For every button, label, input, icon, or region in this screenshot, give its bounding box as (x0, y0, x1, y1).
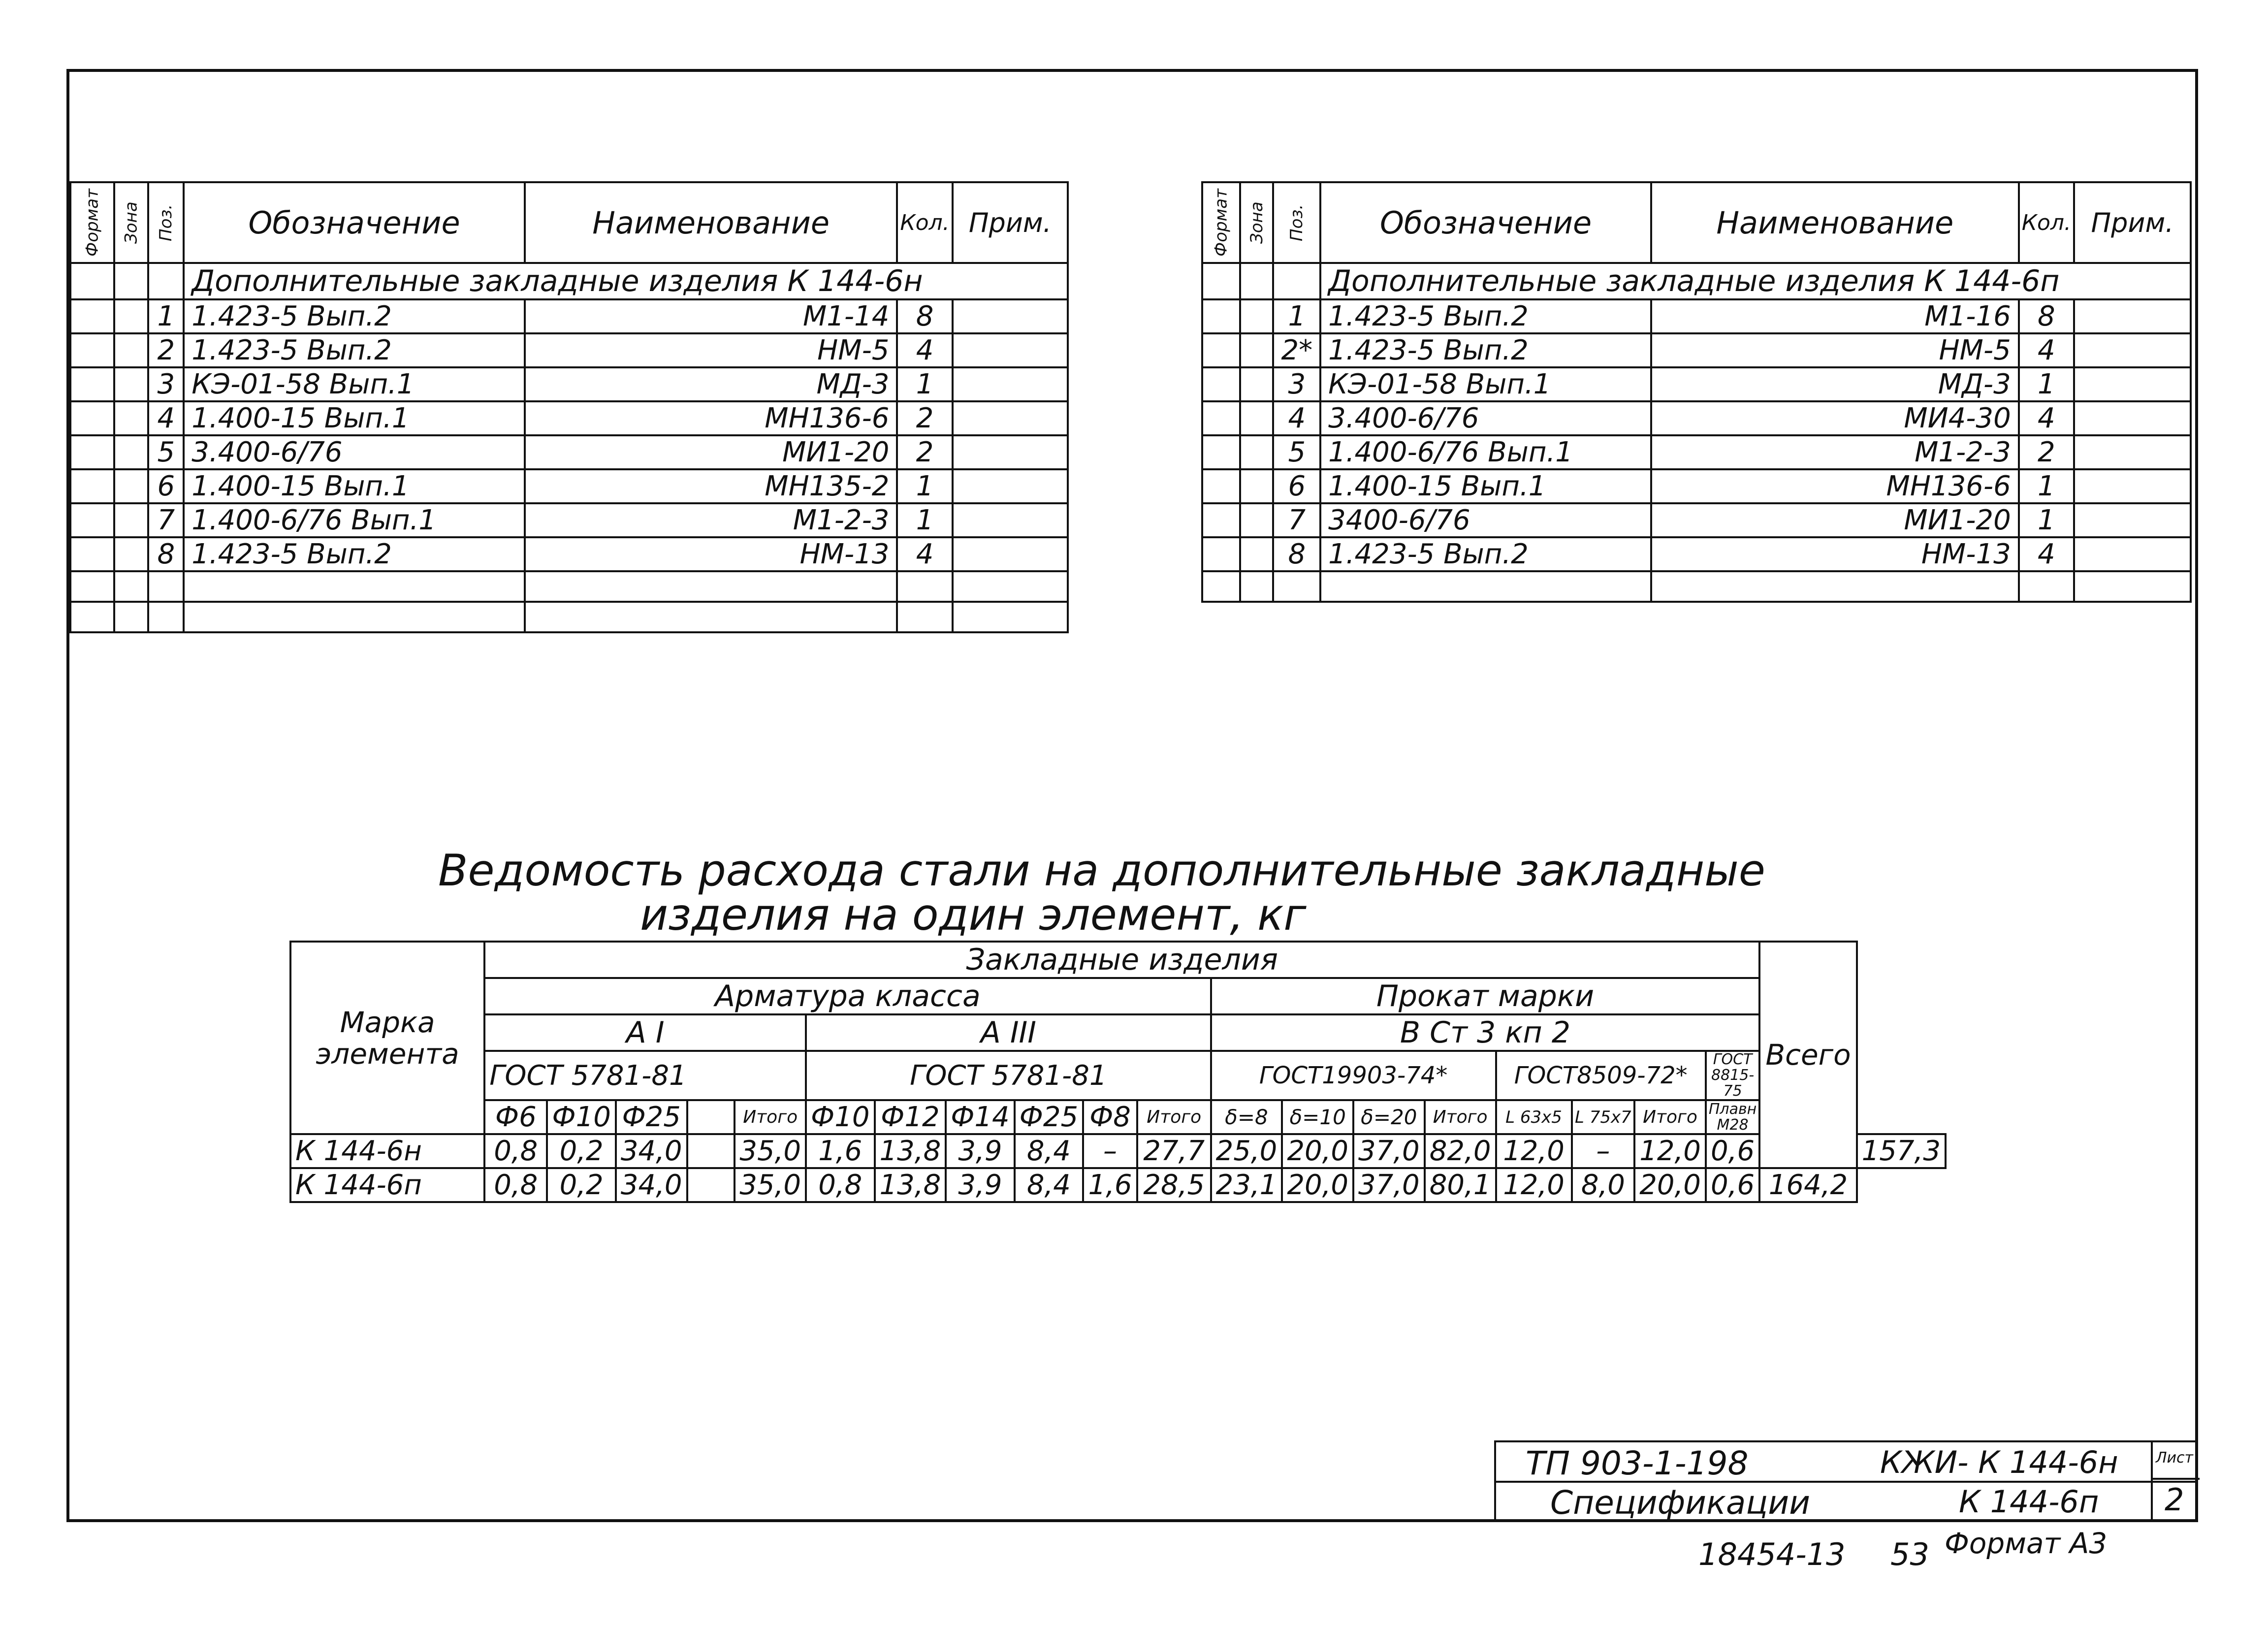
header-gost-19903: ГОСТ19903-74* (1211, 1051, 1496, 1100)
paper-format: Формат А3 (1945, 1527, 2108, 1560)
row-total: 164,2 (1759, 1168, 1856, 1202)
table-row: 2* 1.423-5 Вып.2 НМ-5 4 (1202, 333, 2191, 367)
table-row: 7 3400-6/76 МИ1-20 1 (1202, 503, 2191, 537)
steel-table (289, 941, 1947, 1203)
table-row: 3 КЭ-01-58 Вып.1 МД-3 1 (1202, 367, 2191, 401)
header-total: Всего (1759, 942, 1856, 1168)
column-header-row: Ф6 Ф10 Ф25 Итого Ф10 Ф12 Ф14 Ф25 Ф8 Итого δ=8 δ=10 δ=20 Итого L 63x5 L 75x7 Итого Плавн М28 (290, 1100, 1946, 1134)
sheet-title: Спецификации (1550, 1484, 1810, 1522)
table-row: 8 1.423-5 Вып.2 НМ-13 4 (70, 537, 1068, 571)
table-row (70, 571, 1068, 602)
project-code: ТП 903-1-198 (1526, 1444, 1749, 1482)
table-row: К 144-6н 0,8 0,2 34,0 35,0 1,6 13,8 3,9 8,4 – 27,7 25,0 20,0 37,0 82,0 12,0 – 12,0 0,6 157,3 (290, 1134, 1946, 1168)
header-steel-grade: В Ст 3 кп 2 (1211, 1014, 1760, 1051)
table-row: 5 1.400-6/76 Вып.1 М1-2-3 2 (1202, 435, 2191, 469)
table-row: 4 1.400-15 Вып.1 МН136-6 2 (70, 401, 1068, 435)
col-qty: Кол. (897, 182, 952, 263)
sheet-label: Лист (2156, 1449, 2194, 1466)
header-gost-8815: ГОСТ 8815-75 (1706, 1051, 1759, 1100)
table-row: 2 1.423-5 Вып.2 НМ-5 4 (70, 333, 1068, 367)
header-embedded: Закладные изделия (484, 942, 1759, 978)
col-pos: Поз. (1273, 182, 1320, 263)
col-designation: Обозначение (1320, 182, 1651, 263)
table-row: 6 1.400-15 Вып.1 МН135-2 1 (70, 469, 1068, 503)
title-block (1494, 1440, 2198, 1521)
col-qty: Кол. (2019, 182, 2074, 263)
doc-code-2: К 144-6п (1959, 1484, 2099, 1520)
col-name: Наименование (1651, 182, 2019, 263)
section-title: Дополнительные закладные изделия К 144-6п (1320, 263, 2191, 299)
header-gost-8509: ГОСТ8509-72* (1496, 1051, 1706, 1100)
table-row: 5 3.400-6/76 МИ1-20 2 (70, 435, 1068, 469)
steel-title-line2: изделия на один элемент, кг (640, 889, 1307, 940)
steel-title-line1: Ведомость расхода стали на дополнительные закладные (438, 845, 1765, 896)
header-rebar: Арматура класса (484, 978, 1211, 1014)
header-rolled: Прокат марки (1211, 978, 1760, 1014)
table-row (1202, 571, 2191, 602)
col-note: Прим. (953, 182, 1068, 263)
spec-table-right (1201, 181, 2192, 603)
table-row: 6 1.400-15 Вып.1 МН136-6 1 (1202, 469, 2191, 503)
col-zone: Зона (114, 182, 148, 263)
col-name: Наименование (525, 182, 897, 263)
section-title: Дополнительные закладные изделия К 144-6н (184, 263, 1068, 299)
table-row: 1 1.423-5 Вып.2 М1-14 8 (70, 299, 1068, 333)
inventory-number: 18454-13 (1698, 1536, 1846, 1572)
table-row: 1 1.423-5 Вып.2 М1-16 8 (1202, 299, 2191, 333)
header-aiii: А III (806, 1014, 1211, 1051)
col-format: Формат (70, 182, 114, 263)
header-ai: А I (484, 1014, 806, 1051)
col-designation: Обозначение (184, 182, 525, 263)
spec-table-left (69, 181, 1069, 633)
table-row: 8 1.423-5 Вып.2 НМ-13 4 (1202, 537, 2191, 571)
header-gost-aiii: ГОСТ 5781-81 (806, 1051, 1211, 1100)
table-row: 4 3.400-6/76 МИ4-30 4 (1202, 401, 2191, 435)
table-row: К 144-6п 0,8 0,2 34,0 35,0 0,8 13,8 3,9 8,4 1,6 28,5 23,1 20,0 37,0 80,1 12,0 8,0 20,0 0,6 164,2 (290, 1168, 1946, 1202)
header-mark: Марка элемента (290, 942, 484, 1134)
col-note: Прим. (2074, 182, 2191, 263)
table-row: 3 КЭ-01-58 Вып.1 МД-3 1 (70, 367, 1068, 401)
row-total: 157,3 (1857, 1134, 1946, 1168)
col-format: Формат (1202, 182, 1240, 263)
col-zone: Зона (1240, 182, 1274, 263)
sheet-number-box (2151, 1442, 2200, 1519)
col-pos: Поз. (148, 182, 184, 263)
header-gost-ai: ГОСТ 5781-81 (484, 1051, 806, 1100)
table-row: 7 1.400-6/76 Вып.1 М1-2-3 1 (70, 503, 1068, 537)
page-number: 53 (1890, 1536, 1929, 1572)
sheet-number: 2 (2165, 1482, 2184, 1518)
table-row (70, 602, 1068, 632)
doc-code-1: КЖИ- К 144-6н (1880, 1444, 2118, 1480)
